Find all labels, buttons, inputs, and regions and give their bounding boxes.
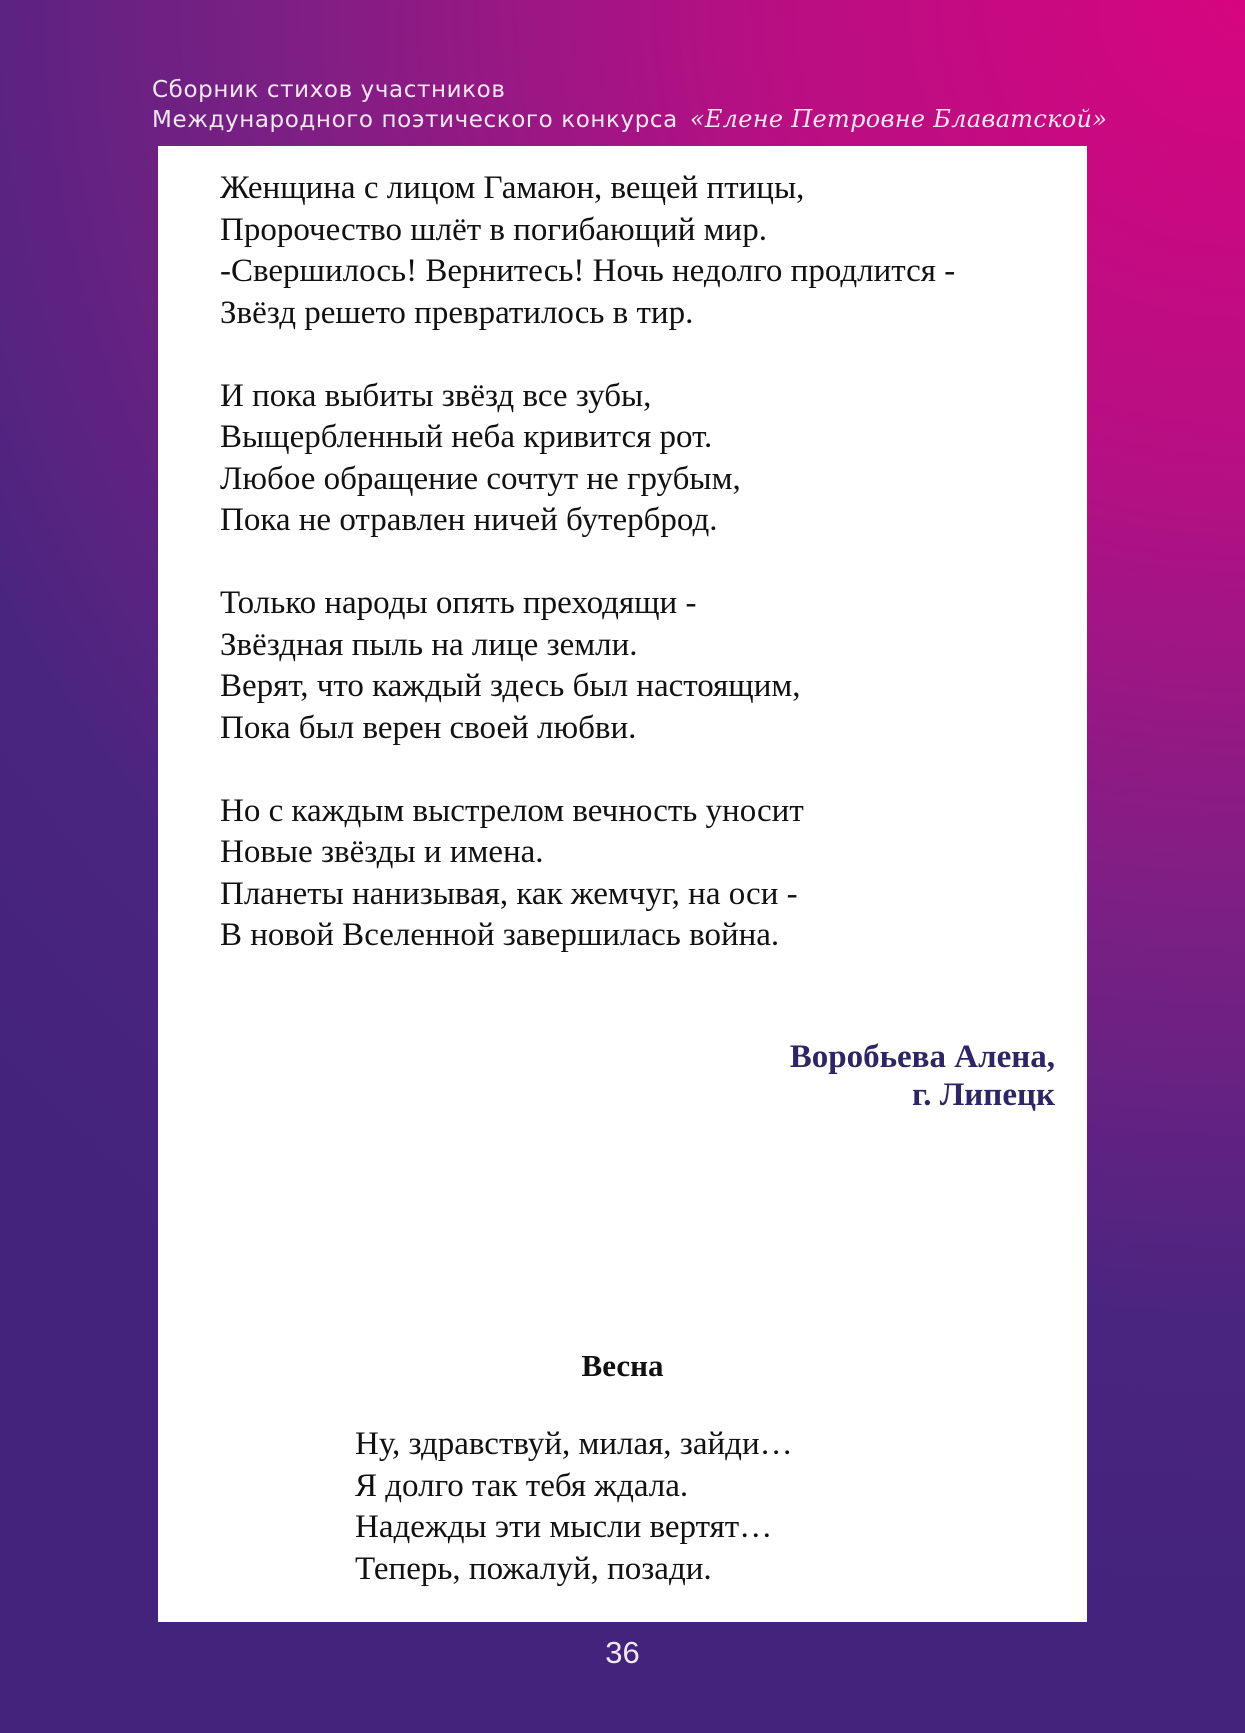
poem-line: Новые звёзды и имена. [220, 834, 544, 870]
poem-line: Пока не отравлен ничей бутерброд. [220, 502, 718, 538]
poem-line: Звёздная пыль на лице земли. [220, 626, 638, 663]
poem-line: Теперь, пожалуй, позади. [355, 1550, 712, 1587]
page-number: 36 [605, 1635, 640, 1670]
poem-line: Надежды эти мысли вертят… [355, 1509, 773, 1545]
poem-line: Я долго так тебя ждала. [355, 1467, 689, 1504]
poem-line: В новой Вселенной завершилась война. [220, 917, 780, 953]
poem-line: Пока был верен своей любви. [220, 709, 637, 746]
poem-line: Пророчество шлёт в погибающий мир. [220, 211, 767, 248]
author-name: Воробьева Алена, [789, 1039, 1055, 1075]
poem-line: Женщина с лицом Гамаюн, вещей птицы, [220, 170, 805, 206]
header-line-1: Сборник стихов участников [152, 77, 506, 103]
header-line-2-text: Международного поэтического конкурса [152, 107, 678, 133]
poem-line: И пока выбиты звёзд все зубы, [220, 377, 652, 414]
poem-line: Ну, здравствуй, милая, зайди… [355, 1426, 793, 1462]
author-signature [790, 1038, 1055, 1114]
page-sheet [158, 146, 1087, 1622]
author-city: г. Липецк [911, 1077, 1055, 1113]
stanza-4 [220, 791, 955, 957]
header-line-2 [152, 105, 1107, 135]
poem-line: Планеты нанизывая, как жемчуг, на оси - [220, 875, 798, 912]
poem-line: -Свершилось! Вернитесь! Ночь недолго продлится - [220, 253, 956, 289]
stanza-3 [220, 583, 955, 749]
poem-2-title: Весна [581, 1348, 664, 1383]
poem-line: Выщербленный неба кривится рот. [220, 419, 713, 455]
poem-line: Но с каждым выстрелом вечность уносит [220, 792, 804, 829]
poem-1 [220, 168, 955, 998]
poem-2 [355, 1424, 793, 1590]
poem-line: Только народы опять преходящи - [220, 585, 697, 621]
poem-line: Любое обращение сочтут не грубым, [220, 460, 741, 497]
stanza-1 [220, 168, 955, 334]
poem-line: Верят, что каждый здесь был настоящим, [220, 668, 801, 704]
page-header [152, 76, 1107, 135]
stanza-2 [220, 376, 955, 542]
contest-name: «Елене Петровне Блаватской» [689, 105, 1108, 133]
poem-line: Звёзд решето превратилось в тир. [220, 294, 694, 331]
